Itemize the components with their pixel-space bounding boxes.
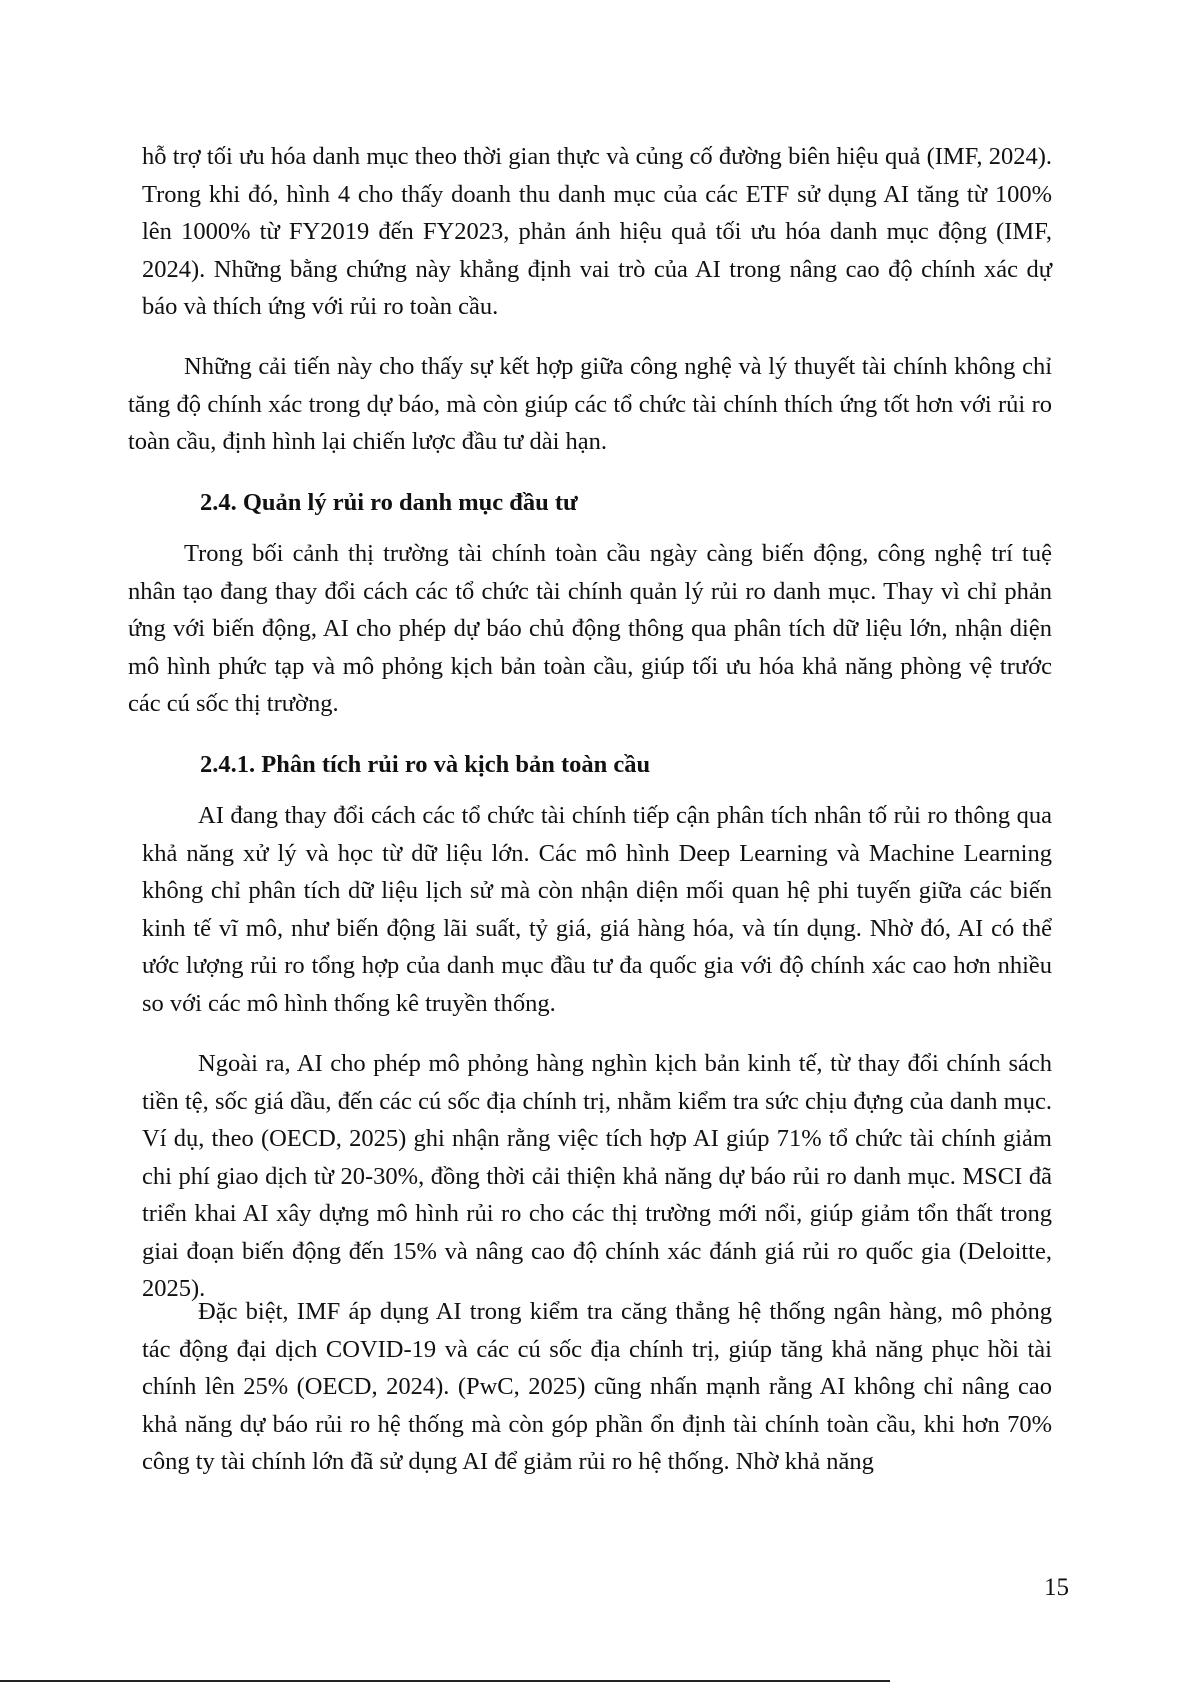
paragraph-imf-stress-test: Đặc biệt, IMF áp dụng AI trong kiểm tra căng thẳng hệ thống ngân hàng, mô phỏng tác động đại dịch COVID-19 và các cú sốc địa chính trị, giúp tăng khả năng phục hồi tài chính lên 25% (OECD, 2024). (PwC, 2025) cũng nhấn mạnh rằng AI không chỉ nâng cao khả năng dự báo rủi ro hệ thống mà còn góp phần ổn định tài chính toàn cầu, khi hơn 70% công ty tài chính lớn đã sử dụng AI để giảm rủi ro hệ thống. Nhờ khả năng: [142, 1298, 1052, 1475]
paragraph-continuation: hỗ trợ tối ưu hóa danh mục theo thời gian thực và củng cố đường biên hiệu quả (IMF, 2024). Trong khi đó, hình 4 cho thấy doanh thu danh mục của các ETF sử dụng AI tăng từ 100% lên 1000% từ FY2019 đến FY2023, phản ánh hiệu quả tối ưu hóa danh mục động (IMF, 2024). Những bằng chứng này khẳng định vai trò của AI trong nâng cao độ chính xác dự báo và thích ứng với rủi ro toàn cầu.: [142, 143, 1052, 320]
paragraph-innovations: Những cải tiến này cho thấy sự kết hợp giữa công nghệ và lý thuyết tài chính không chỉ tăng độ chính xác trong dự báo, mà còn giúp các tổ chức tài chính thích ứng tốt hơn với rủi ro toàn cầu, định hình lại chiến lược đầu tư dài hạn.: [128, 353, 1052, 455]
paragraph-scenario-simulation: Ngoài ra, AI cho phép mô phỏng hàng nghìn kịch bản kinh tế, từ thay đổi chính sách tiền tệ, sốc giá dầu, đến các cú sốc địa chính trị, nhằm kiểm tra sức chịu đựng của danh mục. Ví dụ, theo (OECD, 2025) ghi nhận rằng việc tích hợp AI giúp 71% tổ chức tài chính giảm chi phí giao dịch từ 20-30%, đồng thời cải thiện khả năng dự báo rủi ro danh mục. MSCI đã triển khai AI xây dựng mô hình rủi ro cho các thị trường mới nổi, giúp giảm tổn thất trong giai đoạn biến động đến 15% và nâng cao độ chính xác đánh giá rủi ro quốc gia (Deloitte, 2025).: [142, 1050, 1052, 1302]
paragraph-risk-analysis: AI đang thay đổi cách các tổ chức tài chính tiếp cận phân tích nhân tố rủi ro thông qua khả năng xử lý và học từ dữ liệu lớn. Các mô hình Deep Learning và Machine Learning không chỉ phân tích dữ liệu lịch sử mà còn nhận diện mối quan hệ phi tuyến giữa các biến kinh tế vĩ mô, như biến động lãi suất, tỷ giá, giá hàng hóa, và tín dụng. Nhờ đó, AI có thể ước lượng rủi ro tổng hợp của danh mục đầu tư đa quốc gia với độ chính xác cao hơn nhiều so với các mô hình thống kê truyền thống.: [142, 802, 1052, 1017]
section-heading-2-4-1: 2.4.1. Phân tích rủi ro và kịch bản toàn cầu: [200, 751, 651, 778]
page-number: 15: [1044, 1574, 1069, 1601]
section-heading-2-4: 2.4. Quản lý rủi ro danh mục đầu tư: [200, 489, 578, 516]
paragraph-risk-management: Trong bối cảnh thị trường tài chính toàn cầu ngày càng biến động, công nghệ trí tuệ nhân tạo đang thay đổi cách các tổ chức tài chính quản lý rủi ro danh mục. Thay vì chỉ phản ứng với biến động, AI cho phép dự báo chủ động thông qua phân tích dữ liệu lớn, nhận diện mô hình phức tạp và mô phỏng kịch bản toàn cầu, giúp tối ưu hóa khả năng phòng vệ trước các cú sốc thị trường.: [128, 540, 1052, 717]
footer-divider: [0, 1680, 890, 1682]
